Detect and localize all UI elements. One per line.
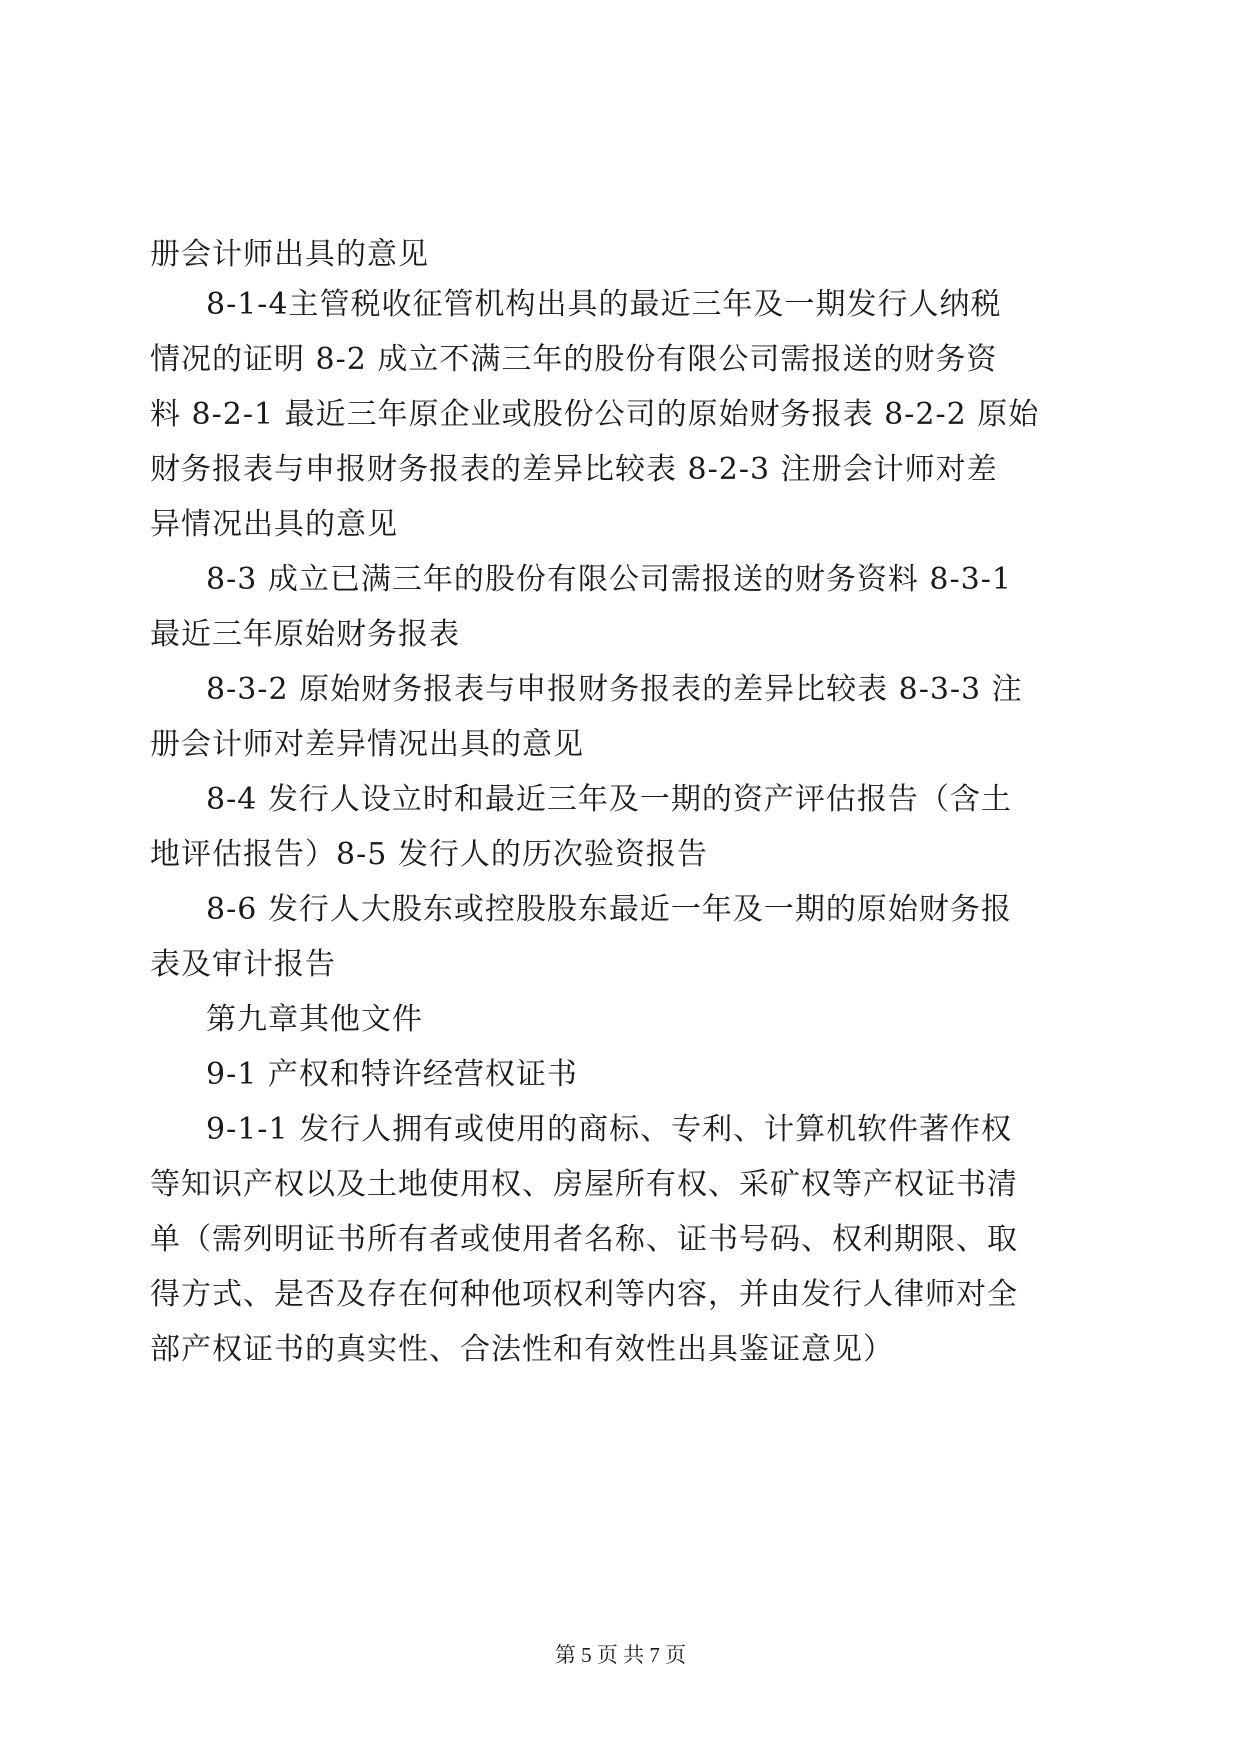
page-footer: 第 5 页 共 7 页 — [554, 1643, 687, 1667]
text-line-7: 8-3 成立已满三年的股份有限公司需报送的财务资料 8-3-1 — [206, 562, 1012, 597]
text-line-18: 等知识产权以及土地使用权、房屋所有权、采矿权等产权证书清 — [150, 1167, 1018, 1202]
text-line-20: 得方式、是否及存在何种他项权利等内容，并由发行人律师对全 — [150, 1277, 1018, 1312]
text-line-9: 8-3-2 原始财务报表与申报财务报表的差异比较表 8-3-3 注 — [206, 672, 1023, 707]
text-line-11: 8-4 发行人设立时和最近三年及一期的资产评估报告（含土 — [206, 782, 1012, 817]
text-line-2: 8-1-4主管税收征管机构出具的最近三年及一期发行人纳税 — [206, 287, 1002, 322]
text-line-5: 财务报表与申报财务报表的差异比较表 8-2-3 注册会计师对差 — [150, 452, 998, 487]
text-line-3: 情况的证明 8-2 成立不满三年的股份有限公司需报送的财务资 — [150, 342, 998, 377]
text-line-10: 册会计师对差异情况出具的意见 — [150, 727, 584, 762]
section-heading: 9-1 产权和特许经营权证书 — [206, 1057, 578, 1092]
text-line-8: 最近三年原始财务报表 — [150, 617, 460, 652]
chapter-heading: 第九章其他文件 — [206, 1002, 423, 1037]
text-line-12: 地评估报告）8-5 发行人的历次验资报告 — [150, 837, 708, 872]
text-line-6: 异情况出具的意见 — [150, 507, 398, 542]
text-line-14: 表及审计报告 — [150, 947, 336, 982]
text-line-17: 9-1-1 发行人拥有或使用的商标、专利、计算机软件著作权 — [206, 1112, 1013, 1147]
text-line-19: 单（需列明证书所有者或使用者名称、证书号码、权利期限、取 — [150, 1222, 1018, 1257]
text-line-4: 料 8-2-1 最近三年原企业或股份公司的原始财务报表 8-2-2 原始 — [150, 397, 1040, 432]
text-line-1: 册会计师出具的意见 — [150, 237, 429, 272]
text-line-13: 8-6 发行人大股东或控股股东最近一年及一期的原始财务报 — [206, 892, 1012, 927]
text-line-21: 部产权证书的真实性、合法性和有效性出具鉴证意见） — [150, 1332, 894, 1367]
